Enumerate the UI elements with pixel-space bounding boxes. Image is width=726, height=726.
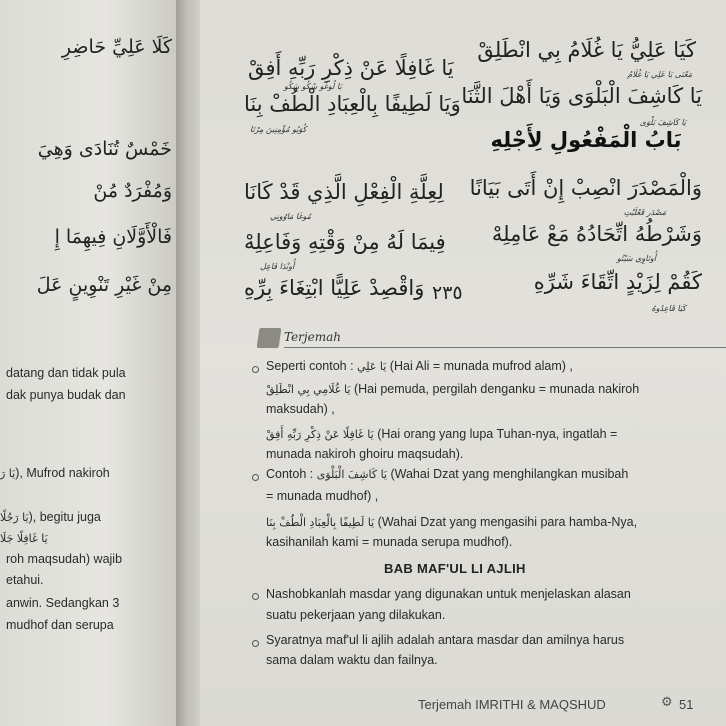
verse-line-5-right: كَقُمْ لِزَيْدٍ اتِّقَاءَ شَرِّهِ [533, 270, 702, 294]
section-item-cont: sama dalam waktu dan failnya. [266, 653, 438, 667]
bullet-icon [252, 366, 259, 373]
verse-gloss: يَا لُوغُو سُكُو سَكُو [284, 82, 342, 91]
bullet-icon [252, 474, 259, 481]
verse-line-3-right: وَالْمَصْدَرَ انْصِبْ إِنْ أَتَى بَيَانًا [469, 176, 702, 200]
page-number: 51 [679, 697, 694, 712]
left-text-line: يَا رَ), Mufrod nakiroh [0, 466, 110, 480]
section-title: BAB MAF'UL LI AJLIH [384, 561, 526, 576]
left-text-line: roh maqsudah) wajib [6, 552, 123, 566]
verse-line-1-left: يَا غَافِلًا عَنْ ذِكْرِ رَبِّهِ أَفِقْ [248, 56, 454, 80]
verse-gloss: مَصْدَر قَعْلَيْتِ [623, 208, 666, 217]
section-item: Syaratnya maf'ul li ajlih adalah antara masdar dan amilnya harus [266, 633, 625, 647]
verse-line-4-right: وَشَرْطُهُ اتِّحَادُهُ مَعْ عَامِلِهْ [491, 222, 702, 246]
translation-item-cont: = munada mudhof) , [266, 489, 379, 503]
left-text-line: anwin. Sedangkan 3 [6, 596, 120, 610]
left-verse-line: مِنْ غَيْرِ تَنْوِينٍ عَلَ [36, 274, 172, 296]
verse-number: ٢٣٥ [432, 282, 463, 304]
right-page [200, 0, 726, 726]
translation-item-cont: maksudah) , [266, 402, 335, 416]
left-verse-line: خَمْسٌ تُنَادَى وَهِيَ [37, 138, 172, 160]
left-page [0, 0, 178, 726]
verse-line-2-right: يَا كَاشِفَ الْبَلْوَى وَيَا أَهْلَ الثَّنَا [461, 84, 702, 108]
inline-arabic: يَا رَ [0, 467, 16, 480]
bullet-icon [252, 640, 259, 647]
terjemah-header [258, 328, 726, 350]
left-verse-line: كَلَا عَلِيِّ حَاضِرِ [61, 36, 172, 58]
left-text-line: dak punya budak dan [6, 388, 126, 402]
verse-line-3-left: لِعِلَّةِ الْفِعْلِ الَّذِي قَدْ كَانَا [244, 180, 444, 204]
verse-gloss: مَعْنَى يَا عَلِي يَا غُلَامُ [627, 70, 692, 79]
section-item: Nashobkanlah masdar yang digunakan untuk menjelaskan alasan [266, 587, 631, 601]
verse-gloss: كُوَيُو مُؤْمِنِينَ مِرْتَا [250, 125, 307, 134]
inline-arabic: يَا رَجُلًا [0, 511, 29, 524]
footer-title: Terjemah IMRITHI & MAQSHUD [418, 697, 606, 712]
left-text-line: mudhof dan serupa [6, 618, 114, 632]
chapter-heading-arabic: بَابُ الْمَفْعُولِ لِأَجْلِهِ [490, 128, 682, 152]
book-gutter [176, 0, 202, 726]
verse-gloss: أُوتَاوِي سَيْتُو [616, 254, 656, 263]
left-text-line [0, 528, 48, 549]
gear-icon: ⚙ [661, 695, 673, 710]
left-verse-line: فَالْأَوَّلَانِ فِيهِمَا إِ [54, 226, 172, 248]
divider [284, 347, 726, 348]
translation-item: Contoh : يَا كَاشِفَ الْبَلْوَى (Wahai Dzat yang menghilangkan musibah [266, 467, 629, 481]
translation-item-cont: munada nakiroh ghoiru maqsudah). [266, 447, 464, 461]
verse-gloss: أُونْدَا فَاعِل [260, 262, 295, 271]
left-text-line: يَا رَجُلًا), begitu juga [0, 510, 101, 524]
translation-item: يَا غُلَامِي بِي انْطَلِقْ (Hai pemuda, pergilah denganku = munada nakiroh [266, 382, 640, 396]
section-item-cont: suatu pekerjaan yang dilakukan. [266, 608, 446, 622]
left-text-line: etahui. [6, 573, 44, 587]
translation-item: يَا لَطِيفًا بِالْعِبَادِ الْطُفْ بِنَا (Wahai Dzat yang mengasihi para hamba-Nya, [266, 515, 638, 529]
verse-line-5-left: وَاقْصِدْ عَلِيًّا ابْتِغَاءَ بِرِّهِ [244, 276, 425, 300]
translation-item: Seperti contoh : يَا عَلِي (Hai Ali = munada mufrod alam) , [266, 359, 573, 373]
translation-item-cont: kasihanilah kami = munada serupa mudhof). [266, 535, 513, 549]
verse-gloss: يَا كَاشِفَ بَلْوَى [639, 118, 686, 127]
translation-item: يَا غَافِلًا عَنْ ذِكْرِ رَبِّهِ أَفِقْ (Hai orang yang lupa Tuhan-nya, ingatlah = [266, 427, 618, 441]
verse-gloss: كَيَا قَاعِدُوهُ [651, 304, 686, 313]
verse-gloss: مُوغَا مَاوُونِي [270, 212, 311, 221]
verse-line-4-left: فِيمَا لَهُ مِنْ وَقْتِهِ وَفَاعِلِهْ [244, 230, 446, 254]
inline-arabic: يَا غَافِلًا جَلَا [0, 532, 48, 545]
bullet-icon [252, 593, 259, 600]
verse-line-1-right: كَيَا عَلِيُّ يَا غُلَامُ بِي انْطَلِقْ [477, 38, 696, 62]
scroll-icon [257, 328, 282, 348]
left-verse-line: وَمُفْرَدٌ مُنْ [93, 180, 172, 202]
terjemah-label: Terjemah [284, 330, 341, 344]
verse-line-2-left: وَيَا لَطِيفًا بِالْعِبَادِ الْطُفْ بِنَا [244, 92, 461, 116]
left-text-line: datang dan tidak pula [6, 366, 126, 380]
